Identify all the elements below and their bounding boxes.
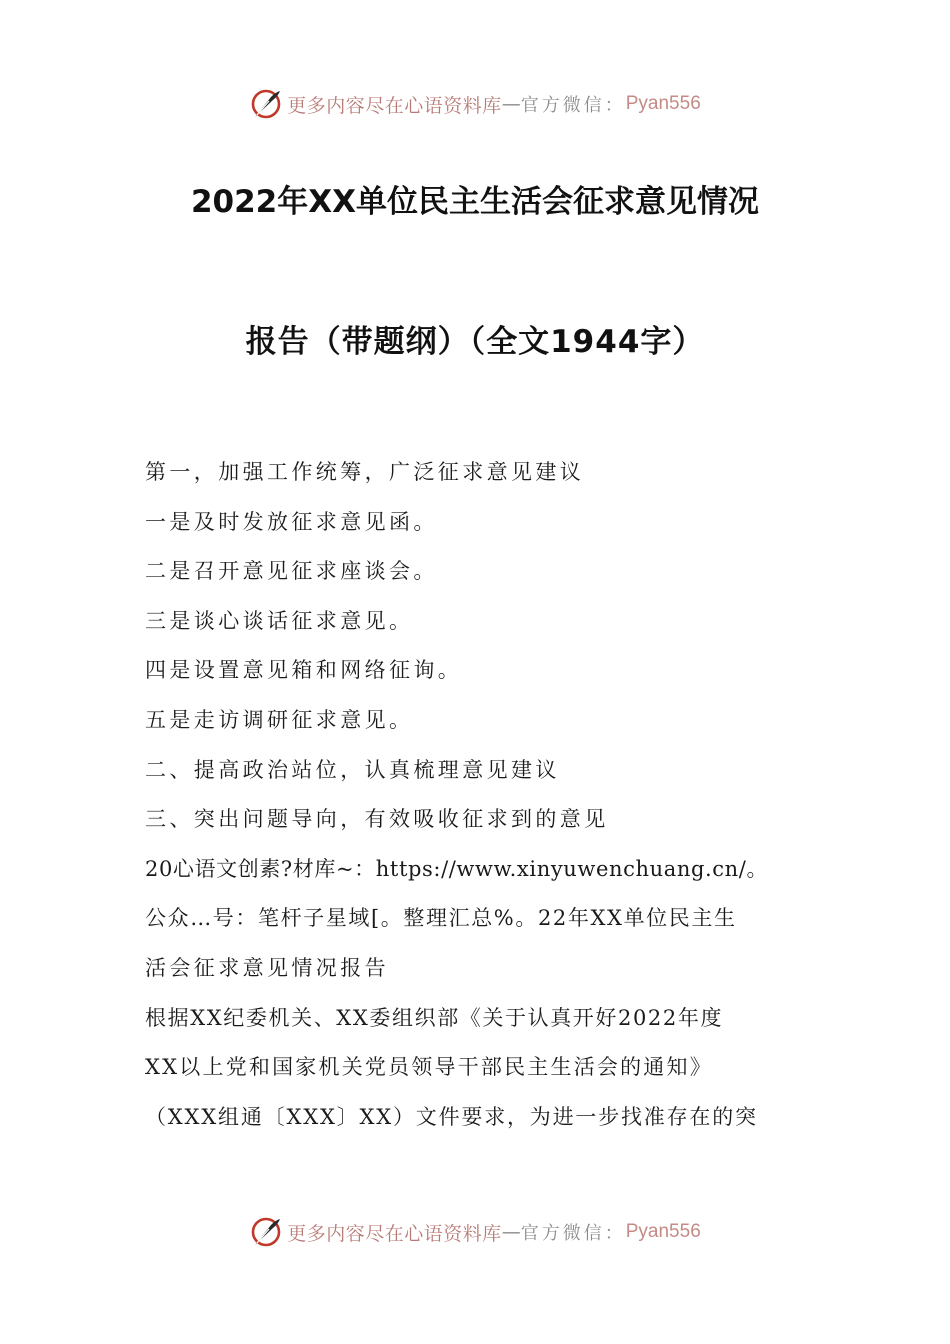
watermark-official-label: 官方微信： (520, 1223, 626, 1244)
body-line: （XXX组通〔XXX〕XX）文件要求，为进一步找准存在的突 (145, 1104, 758, 1129)
watermark-wechat-id: Pyan556 (625, 1221, 701, 1242)
body-line: 三是谈心谈话征求意见。 (145, 608, 414, 633)
watermark-brand: 更多内容尽在心语资料库 (287, 1222, 502, 1245)
body-line: 活会征求意见情况报告 (145, 955, 389, 980)
body-line: XX以上党和国家机关党员领导干部民主生活会的通知》 (145, 1055, 713, 1080)
watermark-separator: — (501, 1221, 521, 1243)
body-line: 第一，加强工作统筹，广泛征求意见建议 (145, 460, 585, 484)
header-watermark (0, 84, 950, 124)
body-line: 公众…号：笔杆子星域[。整理汇总%。22年XX单位民主生 (145, 906, 737, 931)
document-title-line-2: 报告（带题纲）（全文1944字） (245, 324, 705, 360)
body-line: 四是设置意见箱和网络征询。 (145, 658, 463, 683)
footer-watermark (0, 1212, 950, 1252)
document-body (145, 448, 815, 1142)
body-line: 二、提高政治站位，认真梳理意见建议 (145, 757, 560, 782)
quill-logo-icon (249, 87, 283, 121)
body-line: 一是及时发放征求意见函。 (145, 509, 438, 534)
body-line-source: 20心语文创素?材库~：https://www.xinyuwenchuang.cn/。 (145, 856, 769, 881)
body-line: 根据XX纪委机关、XX委组织部《关于认真开好2022年度 (145, 1005, 724, 1030)
watermark-wechat-id: Pyan556 (625, 93, 701, 114)
body-line: 二是召开意见征求座谈会。 (145, 559, 438, 584)
watermark-brand: 更多内容尽在心语资料库 (287, 94, 502, 117)
body-line: 五是走访调研征求意见。 (145, 707, 414, 732)
body-line: 三、突出问题导向，有效吸收征求到的意见 (145, 807, 609, 832)
quill-logo-icon (249, 1215, 283, 1249)
document-title-line-1: 2022年XX单位民主生活会征求意见情况 (190, 184, 760, 220)
watermark-official-label: 官方微信： (520, 95, 626, 116)
watermark-separator: — (501, 93, 521, 115)
